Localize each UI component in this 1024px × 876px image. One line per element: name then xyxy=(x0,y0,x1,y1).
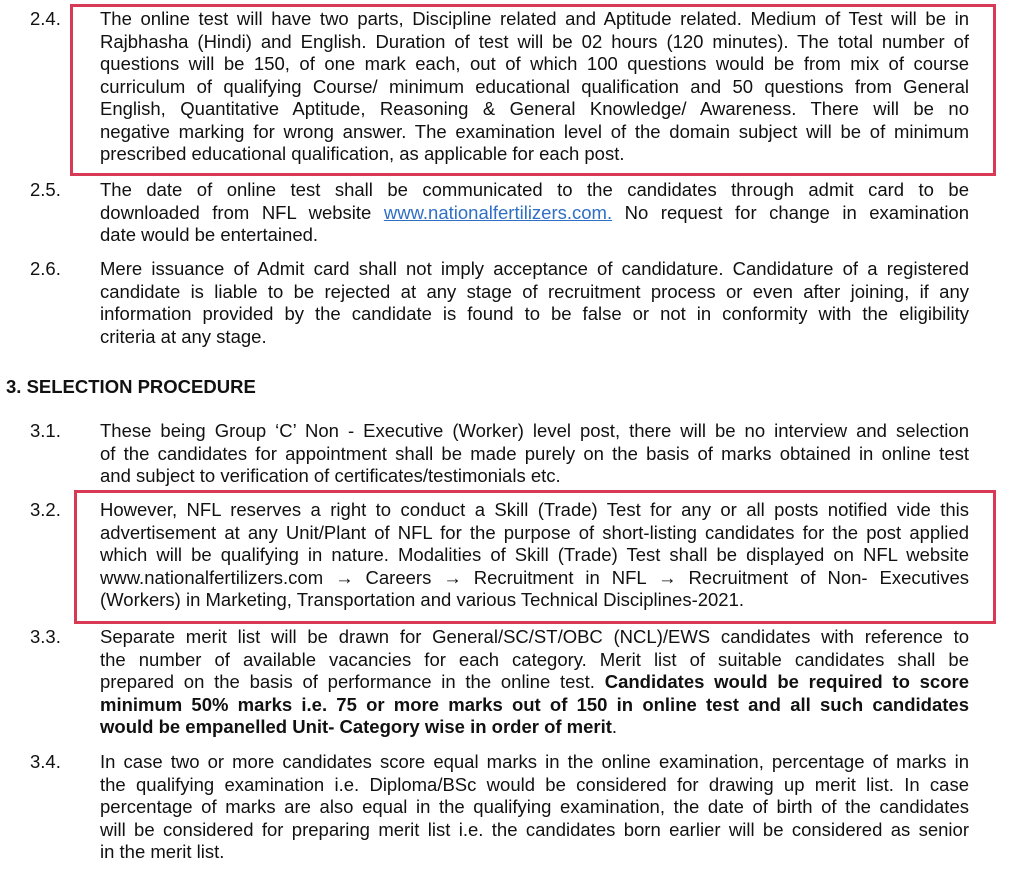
text-line-mixed xyxy=(100,716,969,739)
clause-number: 3.2. xyxy=(30,499,61,520)
navigation-path-line xyxy=(100,567,969,590)
bold-fragment: Candidates would be required to score xyxy=(604,671,969,692)
section-heading: 3. SELECTION PROCEDURE xyxy=(6,376,256,397)
path-step: Recruitment in NFL xyxy=(473,566,647,588)
path-step: Recruitment of Non- Executives xyxy=(688,566,969,588)
text-line-mixed xyxy=(100,671,969,694)
text-line: the qualifying examination i.e. Diploma/BSc would be considered for drawing up merit list. In case xyxy=(100,773,969,795)
clause-number: 3.3. xyxy=(30,626,61,647)
text-line: English, Quantitative Aptitude, Reasoning & General Knowledge/ Awareness. There will be no xyxy=(100,98,969,119)
clause-number: 3.4. xyxy=(30,751,61,772)
arrow-right-icon: → xyxy=(443,566,462,588)
clause-body xyxy=(100,499,969,612)
text-line: However, NFL reserves a right to conduct a Skill (Trade) Test for any or all posts notified vide this xyxy=(100,499,969,520)
clause-body xyxy=(100,258,969,348)
text-line: negative marking for wrong answer. The examination level of the domain subject will be of minimum xyxy=(100,120,969,142)
clause-number: 2.5. xyxy=(30,179,61,200)
arrow-right-icon: → xyxy=(335,566,354,588)
text-line: advertisement at any Unit/Plant of NFL for the purpose of short-listing candidates for the post applied xyxy=(100,521,969,543)
text-line: curriculum of qualifying Course/ minimum educational qualification and 50 questions from General xyxy=(100,75,969,97)
text-line: prescribed educational qualification, as applicable for each post. xyxy=(100,143,625,164)
text-line: In case two or more candidates score equal marks in the online examination, percentage of marks in xyxy=(100,751,969,772)
text-line: Separate merit list will be drawn for General/SC/ST/OBC (NCL)/EWS candidates with reference to xyxy=(100,626,969,647)
text-line: Rajbhasha (Hindi) and English. Duration of test will be 02 hours (120 minutes). The total number of xyxy=(100,30,969,52)
clause-body xyxy=(100,8,969,166)
text-line: will be considered for preparing merit list i.e. the candidates born earlier will be considered as senior xyxy=(100,818,969,840)
text-line: information provided by the candidate is found to be false or not in conformity with the eligibility xyxy=(100,303,969,324)
text-line: The date of online test shall be communicated to the candidates through admit card to be xyxy=(100,179,969,200)
text-line: the number of available vacancies for each category. Merit list of suitable candidates shall be xyxy=(100,648,969,670)
text-line: Mere issuance of Admit card shall not imply acceptance of candidature. Candidature of a registered xyxy=(100,258,969,279)
text-line: percentage of marks are also equal in the qualifying examination, the date of birth of the candidates xyxy=(100,796,969,817)
clause-body xyxy=(100,179,969,247)
path-step: Careers xyxy=(365,566,432,588)
text-line: The online test will have two parts, Discipline related and Aptitude related. Medium of Test will be in xyxy=(100,8,969,29)
bold-fragment: would be empanelled Unit- Category wise in order of merit xyxy=(100,716,612,737)
text-fragment: downloaded from NFL website xyxy=(100,201,372,223)
bold-line xyxy=(100,694,969,717)
clause-body xyxy=(100,420,969,488)
text-fragment: . xyxy=(611,716,618,737)
path-step: www.nationalfertilizers.com xyxy=(100,566,324,588)
clause-number: 2.4. xyxy=(30,8,61,29)
text-line: in the merit list. xyxy=(100,841,225,862)
text-line: and subject to verification of certificates/testimonials etc. xyxy=(100,465,561,486)
text-line: questions will be 150, of one mark each, out of which 100 questions would be from mix of course xyxy=(100,53,969,74)
text-fragment: prepared on the basis of performance in the online test. xyxy=(100,671,595,692)
text-line-with-link xyxy=(100,202,969,225)
text-line: criteria at any stage. xyxy=(100,325,267,347)
text-line: which will be qualifying in nature. Modalities of Skill (Trade) Test shall be displayed on NFL website xyxy=(100,544,969,565)
clause-body xyxy=(100,626,969,739)
text-line: date would be entertained. xyxy=(100,224,319,245)
clause-number: 2.6. xyxy=(30,258,61,279)
text-fragment: No request for change in examination xyxy=(624,201,970,223)
text-line: These being Group ‘C’ Non - Executive (Worker) level post, there will be no interview and selection xyxy=(100,420,969,441)
clause-number: 3.1. xyxy=(30,420,61,441)
nfl-website-link[interactable]: www.nationalfertilizers.com. xyxy=(383,201,613,223)
text-line: (Workers) in Marketing, Transportation and various Technical Disciplines-2021. xyxy=(100,589,745,610)
bold-fragment: minimum 50% marks i.e. 75 or more marks out of 150 in online test and all such candidates xyxy=(100,693,969,715)
clause-body xyxy=(100,751,969,864)
text-line: candidate is liable to be rejected at any stage of recruitment process or even after joining, if any xyxy=(100,280,969,302)
arrow-right-icon: → xyxy=(657,566,677,588)
text-line: of the candidates for appointment shall be made purely on the basis of marks obtained in online test xyxy=(100,442,969,464)
